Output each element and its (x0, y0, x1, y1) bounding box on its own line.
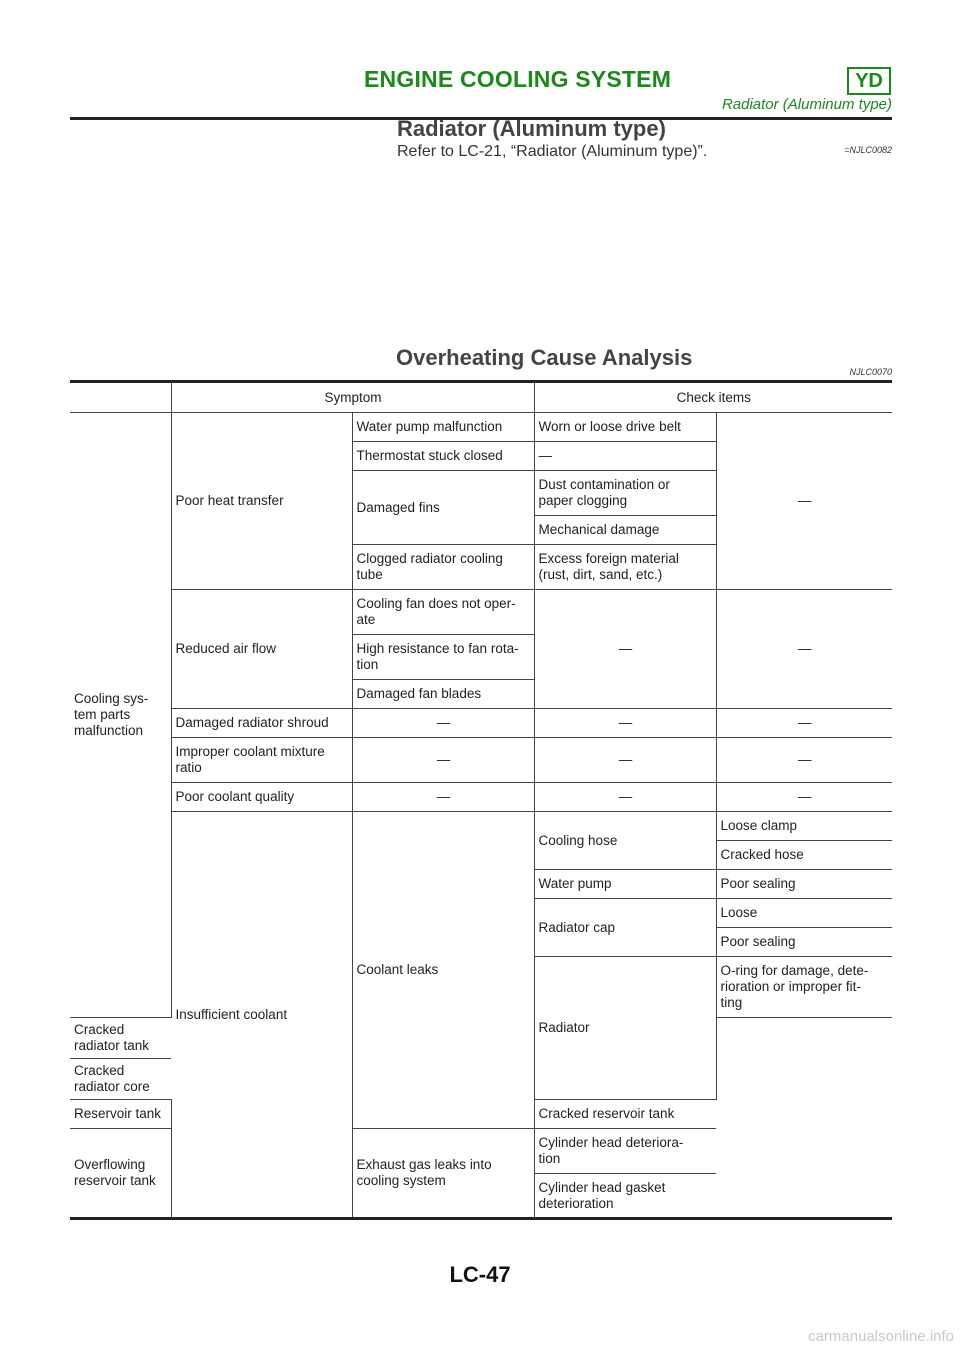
cell-dash: — (352, 738, 534, 783)
cell-poor-sealing: Poor sealing (716, 928, 892, 957)
section-text-radiator: Refer to LC-21, “Radiator (Aluminum type)”. (397, 143, 708, 160)
cell-cracked-reservoir: Cracked reservoir tank (534, 1100, 716, 1129)
cell-dash: — (534, 709, 716, 738)
cell-head-deterioration: Cylinder head deteriora- tion (534, 1129, 716, 1174)
cell-mechanical: Mechanical damage (534, 516, 716, 545)
symptom-improper-mix: Improper coolant mixture ratio (171, 738, 352, 783)
cell-cracked-core: Cracked radiator core (70, 1059, 171, 1100)
cell-dash: — (534, 442, 716, 471)
table-row (70, 413, 892, 442)
cell-dash: — (352, 783, 534, 812)
table-header-empty (70, 382, 171, 413)
cell-radiator: Radiator (534, 957, 716, 1100)
cell-excess-foreign: Excess foreign material (rust, dirt, sand, etc.) (534, 545, 716, 590)
cell-fan-not-operate: Cooling fan does not oper- ate (352, 590, 534, 635)
cell-loose: Loose (716, 899, 892, 928)
section-ref-radiator: =NJLC0082 (844, 145, 892, 155)
symptom-poor-quality: Poor coolant quality (171, 783, 352, 812)
cell-cracked-hose: Cracked hose (716, 841, 892, 870)
cell-damaged-blades: Damaged fan blades (352, 680, 534, 709)
cell-dash: — (716, 738, 892, 783)
engine-badge: YD (847, 67, 891, 95)
cell-cooling-hose: Cooling hose (534, 812, 716, 870)
cell-loose-clamp: Loose clamp (716, 812, 892, 841)
cell-dash: — (352, 709, 534, 738)
header-subtitle: Radiator (Aluminum type) (721, 96, 892, 113)
cell-dash: — (716, 709, 892, 738)
symptom-insufficient-coolant: Insufficient coolant (171, 812, 352, 1219)
table-header-check: Check items (534, 382, 892, 413)
page-number: LC-47 (449, 1262, 511, 1287)
cell-dash: — (534, 738, 716, 783)
cell-dust: Dust contamination or paper clogging (534, 471, 716, 516)
cell-worn-belt: Worn or loose drive belt (534, 413, 716, 442)
symptom-poor-heat-transfer: Poor heat transfer (171, 413, 352, 590)
cell-overflowing: Overflowing reservoir tank (70, 1129, 171, 1219)
cell-gasket-deterioration: Cylinder head gasket deterioration (534, 1174, 716, 1219)
table-header-row (70, 382, 892, 413)
cell-thermostat: Thermostat stuck closed (352, 442, 534, 471)
table-row (70, 783, 892, 812)
cell-water-pump: Water pump (534, 870, 716, 899)
cell-dash: — (534, 590, 716, 709)
cell-radiator-cap: Radiator cap (534, 899, 716, 957)
table-row (70, 590, 892, 635)
cell-reservoir-tank: Reservoir tank (70, 1100, 171, 1129)
cell-cracked-tank: Cracked radiator tank (70, 1018, 171, 1059)
cell-exhaust-leak: Exhaust gas leaks into cooling system (352, 1129, 534, 1219)
cell-dash: — (534, 783, 716, 812)
table-row (70, 709, 892, 738)
symptom-damaged-shroud: Damaged radiator shroud (171, 709, 352, 738)
cell-coolant-leaks: Coolant leaks (352, 812, 534, 1129)
cell-dash: — (716, 413, 892, 590)
symptom-reduced-air-flow: Reduced air flow (171, 590, 352, 709)
cell-poor-sealing: Poor sealing (716, 870, 892, 899)
cell-dash: — (716, 783, 892, 812)
cell-oring: O-ring for damage, dete- rioration or improper fit- ting (716, 957, 892, 1018)
cell-damaged-fins: Damaged fins (352, 471, 534, 545)
cell-clogged-tube: Clogged radiator cooling tube (352, 545, 534, 590)
overheating-cause-table (70, 380, 892, 1220)
table-header-symptom: Symptom (171, 382, 534, 413)
table-row (70, 812, 892, 841)
category-cell: Cooling sys- tem parts malfunction (70, 413, 171, 1018)
header-title: ENGINE COOLING SYSTEM (364, 66, 672, 92)
cell-high-resistance: High resistance to fan rota- tion (352, 635, 534, 680)
watermark: carmanualsonline.info (808, 1328, 954, 1345)
section-title-overheating: Overheating Cause Analysis (396, 345, 693, 370)
cell-dash: — (716, 590, 892, 709)
cell-water-pump-malfunction: Water pump malfunction (352, 413, 534, 442)
table-row (70, 738, 892, 783)
section-ref-overheating: NJLC0070 (849, 367, 892, 377)
section-title-radiator: Radiator (Aluminum type) (397, 116, 666, 141)
